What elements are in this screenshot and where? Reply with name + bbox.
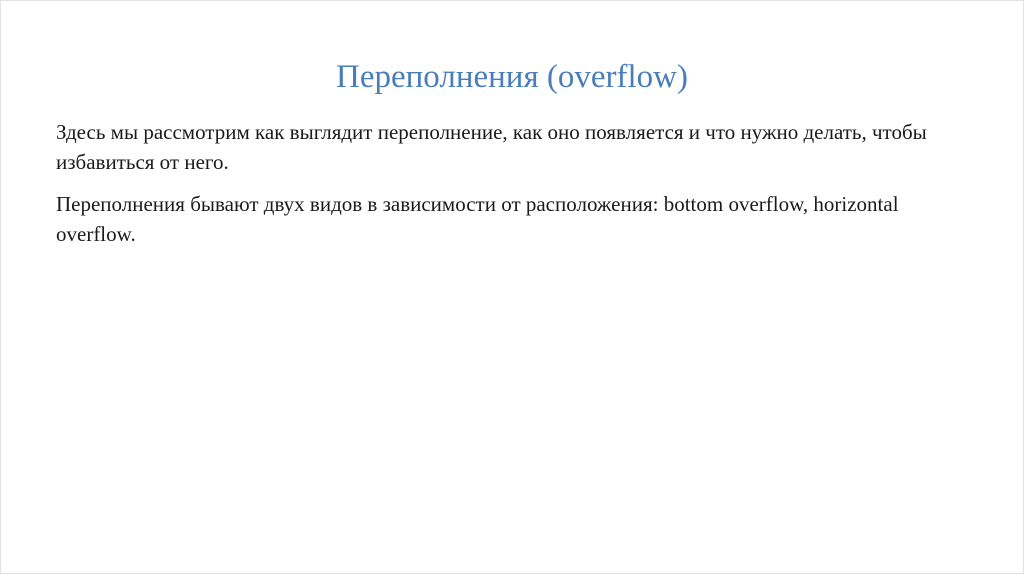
slide-body — [56, 117, 946, 261]
slide-title: Переполнения (overflow) — [336, 59, 688, 95]
body-paragraph-1: Здесь мы рассмотрим как выглядит переполнение, как оно появляется и что нужно делать, чтобы избавиться от него. — [56, 120, 927, 174]
body-paragraph-2: Переполнения бывают двух видов в зависимости от расположения: bottom overflow, horizontal overflow. — [56, 192, 899, 246]
